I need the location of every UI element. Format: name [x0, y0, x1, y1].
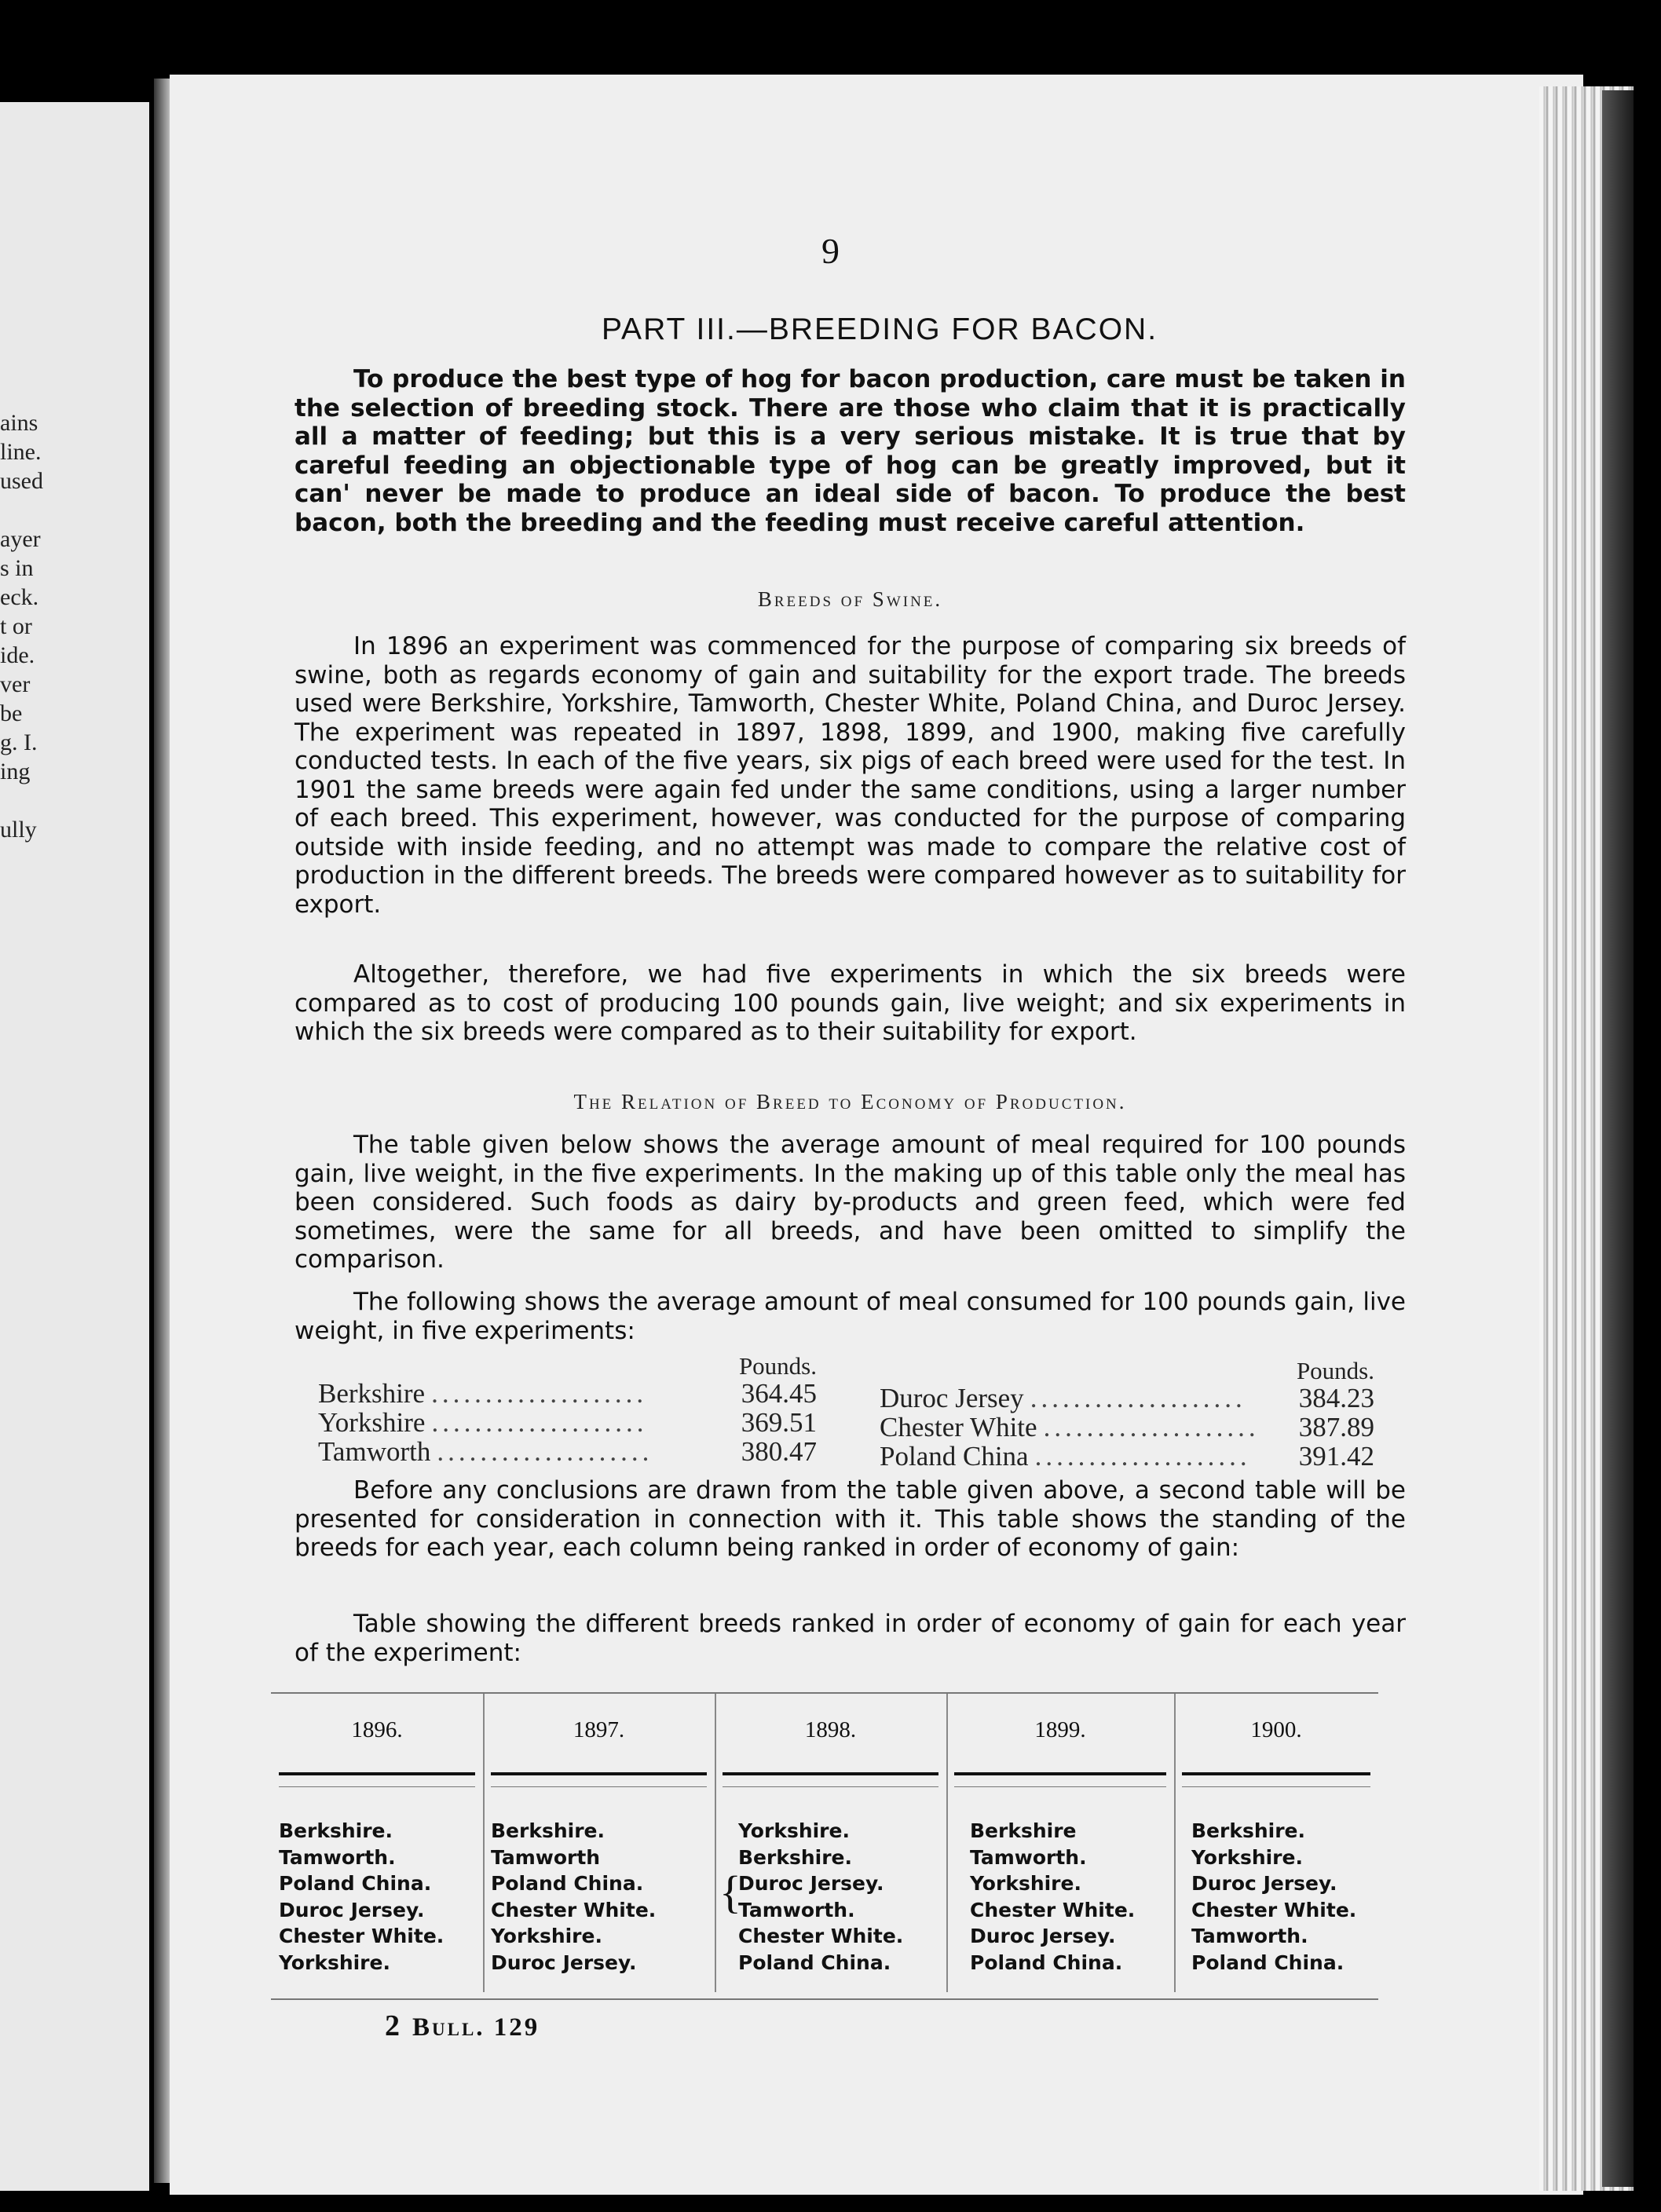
- ranked-breed: Tamworth.: [1191, 1925, 1308, 1947]
- meal-table-unit-header: Pounds.: [1296, 1357, 1374, 1384]
- intro-paragraph: To produce the best type of hog for bacon production, care must be taken in the selection of breeding stock. There are those who claim that it is practically all a matter of feeding; but this is a very serious mistake. It is true that by careful feeding an objectionable type of hog can be greatly improved, but it can' never be made to produce an ideal side of bacon. To produce the best bacon, both the breeding and the feeding must receive careful attention.: [295, 365, 1406, 537]
- heading-breeds-of-swine: Breeds of Swine.: [757, 587, 943, 611]
- left-page-fragment: used: [0, 468, 43, 494]
- ranked-breed: Yorkshire.: [491, 1925, 602, 1947]
- ranked-breed: Tamworth: [491, 1845, 601, 1869]
- meal-row: [318, 1437, 817, 1466]
- ranked-breed: Yorkshire.: [738, 1819, 850, 1842]
- ranking-column-1899: [946, 1694, 1176, 1992]
- left-page-fragment: ains: [0, 410, 38, 436]
- left-page-fragment: ing: [0, 759, 31, 784]
- column-rule-thin: [491, 1786, 707, 1787]
- ranked-breed: Berkshire.: [1191, 1819, 1305, 1842]
- column-rule: [279, 1772, 475, 1775]
- leader-dots: ....................: [1043, 1413, 1260, 1442]
- breed-name: Berkshire: [318, 1378, 426, 1409]
- grouping-brace: {: [719, 1866, 741, 1918]
- ranked-breed: Berkshire: [970, 1819, 1077, 1842]
- left-page-fragment: t or: [0, 613, 32, 639]
- column-rule-thin: [723, 1786, 938, 1787]
- ranked-breed: Duroc Jersey.: [970, 1925, 1116, 1947]
- ranked-breed: Chester White.: [738, 1925, 904, 1947]
- ranked-breed: Tamworth.: [738, 1898, 855, 1921]
- ranked-breed: Poland China.: [1191, 1951, 1345, 1974]
- ranked-breed: Berkshire.: [279, 1819, 393, 1842]
- breed-name: Chester White: [880, 1412, 1037, 1442]
- meal-pounds: 391.42: [1298, 1441, 1374, 1472]
- breed-name: Duroc Jersey: [880, 1383, 1024, 1413]
- left-page-fragment: be: [0, 700, 23, 726]
- ranking-column-1896: [271, 1694, 485, 1992]
- meal-pounds: 369.51: [741, 1407, 817, 1438]
- left-page-fragment: s in: [0, 555, 34, 581]
- ranked-breed: Yorkshire.: [970, 1872, 1081, 1895]
- column-rule: [723, 1772, 938, 1775]
- left-page-fragment: ver: [0, 671, 31, 697]
- leader-dots: ....................: [431, 1379, 648, 1408]
- ranked-breed-list: [970, 1818, 1169, 1976]
- left-page-fragment: g. I.: [0, 729, 38, 755]
- column-rule-thin: [279, 1786, 475, 1787]
- column-rule-thin: [1182, 1786, 1370, 1787]
- breed-name: Poland China: [880, 1441, 1029, 1472]
- column-rule-thin: [954, 1786, 1166, 1787]
- ranking-year: 1900.: [1250, 1717, 1302, 1742]
- column-rule: [491, 1772, 707, 1775]
- meal-pounds: 384.23: [1298, 1383, 1374, 1413]
- breeds-paragraph-2: Altogether, therefore, we had five experiments in which the six breeds were compared as to cost of producing 100 pounds gain, live weight; and six experiments in which the six breeds were compared as to their suitability for export.: [295, 960, 1406, 1046]
- page-edges-shadow: [1602, 90, 1634, 2187]
- ranking-column-1897: [483, 1694, 716, 1992]
- column-rule: [1182, 1772, 1370, 1775]
- ranked-breed: Chester White.: [279, 1925, 445, 1947]
- meal-table-left: [318, 1352, 817, 1466]
- ranking-intro: Table showing the different breeds ranked in order of economy of gain for each year of the experiment:: [295, 1610, 1406, 1667]
- left-page-fragment: [0, 786, 55, 815]
- ranked-breed-list: [279, 1818, 478, 1976]
- ranked-breed: Chester White.: [491, 1898, 657, 1921]
- ranking-year: 1898.: [804, 1717, 857, 1742]
- ranking-year: 1897.: [573, 1717, 625, 1742]
- leader-dots: ....................: [1034, 1442, 1251, 1471]
- ranked-breed: Poland China.: [970, 1951, 1123, 1974]
- bulletin-number: Bull. 129: [412, 2013, 540, 2042]
- meal-table-unit-header: Pounds.: [738, 1352, 817, 1380]
- heading-relation-of-breed: The Relation of Breed to Economy of Production.: [573, 1090, 1127, 1113]
- meal-row: [880, 1442, 1374, 1471]
- ranked-breed: Tamworth.: [279, 1845, 396, 1869]
- ranking-year: 1899.: [1034, 1717, 1086, 1742]
- relation-paragraph-1: The table given below shows the average amount of meal required for 100 pounds gain, live weight, in the five experiments. In the making up of this table only the meal has been considered. Such foods as dairy by-products and green feed, which were fed sometimes, were the same for all breeds, and have been omitted to simplify the comparison.: [295, 1131, 1406, 1274]
- ranked-breed: Yorkshire.: [279, 1951, 390, 1974]
- ranked-breed-list: [1191, 1818, 1374, 1976]
- meal-pounds: 387.89: [1298, 1412, 1374, 1442]
- ranking-year: 1896.: [351, 1717, 403, 1742]
- ranked-breed: Berkshire.: [738, 1845, 852, 1869]
- leader-dots: ....................: [1030, 1384, 1246, 1413]
- ranked-breed-list: [738, 1818, 942, 1976]
- breed-name: Tamworth: [318, 1436, 431, 1467]
- signature-number: 2: [385, 2009, 400, 2042]
- footer-signature: [385, 2009, 540, 2043]
- relation-paragraph-2: The following shows the average amount of meal consumed for 100 pounds gain, live weight, in five experiments:: [295, 1288, 1406, 1345]
- ranked-breed: Duroc Jersey.: [1191, 1872, 1337, 1895]
- ranking-table: [271, 1692, 1378, 1992]
- meal-row: [318, 1379, 817, 1408]
- left-page-fragment: eck.: [0, 584, 39, 610]
- meal-pounds: 380.47: [741, 1436, 817, 1467]
- ranked-breed: Poland China.: [738, 1951, 891, 1974]
- meal-table-right: [880, 1357, 1374, 1471]
- meal-row: [880, 1413, 1374, 1442]
- left-page: [0, 102, 149, 2191]
- left-page-fragment: ide.: [0, 642, 35, 668]
- part-title: PART III.—BREEDING FOR BACON.: [601, 313, 1158, 346]
- ranking-column-1900: [1174, 1694, 1378, 1992]
- conclusion-paragraph: Before any conclusions are drawn from the table given above, a second table will be presented for consideration in connection with it. This table shows the standing of the breeds for each year, each column being ranked in order of economy of gain:: [295, 1476, 1406, 1562]
- column-rule: [954, 1772, 1166, 1775]
- ranked-breed: Poland China.: [491, 1872, 644, 1895]
- meal-pounds: 364.45: [741, 1378, 817, 1409]
- ranked-breed: Chester White.: [1191, 1898, 1357, 1921]
- ranking-column-1898: [715, 1694, 948, 1992]
- ranked-breed: Poland China.: [279, 1872, 432, 1895]
- left-page-fragment: ayer: [0, 526, 41, 552]
- meal-row: [880, 1384, 1374, 1413]
- breeds-paragraph-1: In 1896 an experiment was commenced for the purpose of comparing six breeds of swine, both as regards economy of gain and suitability for the export trade. The breeds used were Berkshire, Yorkshire, Tamworth, Chester White, Poland China, and Duroc Jersey. The experiment was repeated in 1897, 1898, 1899, and 1900, making five carefully conducted tests. In each of the five years, six pigs of each breed were used for the test. In 1901 the same breeds were again fed under the same conditions, using a larger number of each breed. This experiment, however, was conducted for the purpose of comparing outside with inside feeding, and no attempt was made to compare the relative cost of production in the different breeds. The breeds were compared however as to suitability for export.: [295, 632, 1406, 919]
- left-page-text-fragments: [0, 408, 55, 844]
- leader-dots: ....................: [431, 1408, 648, 1437]
- ranked-breed: Duroc Jersey.: [738, 1872, 884, 1895]
- left-page-fragment: [0, 495, 55, 525]
- ranked-breed: Berkshire.: [491, 1819, 605, 1842]
- ranked-breed: Chester White.: [970, 1898, 1136, 1921]
- ranked-breed: Duroc Jersey.: [491, 1951, 637, 1974]
- meal-row: [318, 1408, 817, 1437]
- ranked-breed: Duroc Jersey.: [279, 1898, 425, 1921]
- left-page-fragment: ully: [0, 817, 37, 843]
- table-bottom-rule: [271, 1998, 1378, 2000]
- ranked-breed: Tamworth.: [970, 1845, 1087, 1869]
- ranked-breed: Yorkshire.: [1191, 1845, 1303, 1869]
- book-spine: [154, 79, 170, 2183]
- breed-name: Yorkshire: [318, 1407, 426, 1438]
- left-page-fragment: line.: [0, 439, 42, 465]
- page-number: 9: [821, 231, 840, 271]
- ranked-breed-list: [491, 1818, 710, 1976]
- leader-dots: ....................: [437, 1437, 653, 1466]
